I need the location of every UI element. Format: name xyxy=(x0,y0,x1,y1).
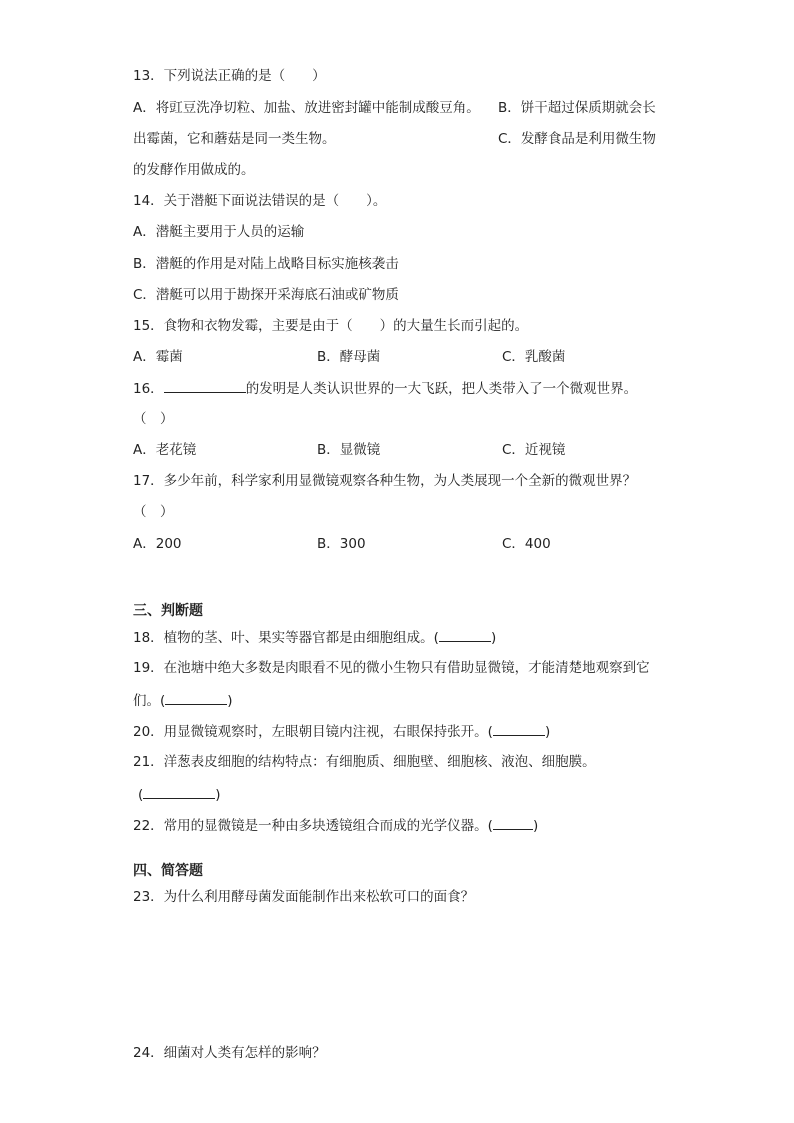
question-16-option-a: A．老花镜 xyxy=(133,442,197,458)
question-23-stem: 23．为什么利用酵母菌发面能制作出来松软可口的面食？ xyxy=(133,889,475,905)
question-16-paren: （ ） xyxy=(133,411,174,427)
question-14-option-a: A．潜艇主要用于人员的运输 xyxy=(133,224,305,240)
question-16-option-c: C．近视镜 xyxy=(502,442,566,458)
question-13-option-a: A．将豇豆洗净切粒、加盐、放进密封罐中能制成酸豆角。 xyxy=(133,100,480,116)
question-18 xyxy=(133,628,496,647)
answer-blank[interactable] xyxy=(164,379,246,393)
question-15-option-b: B．酵母菌 xyxy=(317,349,381,365)
question-24-stem: 24．细菌对人类有怎样的影响？ xyxy=(133,1045,326,1061)
question-17-option-a: A．200 xyxy=(133,536,182,552)
section-3-heading: 三、判断题 xyxy=(133,603,203,619)
question-20-text: 20．用显微镜观察时，左眼朝目镜内注视，右眼保持张开。( xyxy=(133,724,493,740)
question-13-option-b: B．饼干超过保质期就会长 xyxy=(498,100,656,116)
question-21-stem: 21．洋葱表皮细胞的结构特点：有细胞质、细胞壁、细胞核、液泡、细胞膜。 xyxy=(133,754,596,770)
question-14-option-b: B．潜艇的作用是对陆上战略目标实施核袭击 xyxy=(133,256,399,272)
question-21-answer xyxy=(138,785,221,804)
question-15-stem: 15．食物和衣物发霉，主要是由于（ ）的大量生长而引起的。 xyxy=(133,318,529,334)
question-22 xyxy=(133,816,538,835)
answer-blank[interactable] xyxy=(165,691,227,705)
question-13-option-c: C．发酵食品是利用微生物 xyxy=(498,131,656,147)
question-13-option-b-cont: 出霉菌，它和蘑菇是同一类生物。 xyxy=(133,131,336,147)
answer-blank[interactable] xyxy=(143,785,215,799)
question-19-stem: 19．在池塘中绝大多数是肉眼看不见的微小生物只有借助显微镜，才能清楚地观察到它 xyxy=(133,660,650,676)
question-19-text: 们。( xyxy=(133,693,166,709)
answer-blank[interactable] xyxy=(439,628,491,642)
question-16-option-b: B．显微镜 xyxy=(317,442,381,458)
question-17-stem: 17．多少年前，科学家利用显微镜观察各种生物，为人类展现一个全新的微观世界？ xyxy=(133,473,637,489)
question-20-close: ) xyxy=(544,724,551,740)
section-4-heading: 四、简答题 xyxy=(133,863,203,879)
question-16-stem xyxy=(133,379,637,398)
question-13-stem: 13．下列说法正确的是（ ） xyxy=(133,68,326,84)
question-21-open: ( xyxy=(138,787,144,803)
answer-blank[interactable] xyxy=(493,722,545,736)
question-19-cont xyxy=(133,691,233,710)
question-13-option-c-cont: 的发酵作用做成的。 xyxy=(133,162,255,178)
question-22-close: ) xyxy=(532,818,539,834)
question-17-option-b: B．300 xyxy=(317,536,366,552)
question-15-option-c: C．乳酸菌 xyxy=(502,349,566,365)
question-17-option-c: C．400 xyxy=(502,536,551,552)
question-19-close: ) xyxy=(227,693,233,709)
question-17-paren: （ ） xyxy=(133,504,174,520)
question-18-text: 18．植物的茎、叶、果实等器官都是由细胞组成。( xyxy=(133,630,439,646)
question-21-close: ) xyxy=(215,787,221,803)
question-16-number: 16． xyxy=(133,381,164,397)
question-20 xyxy=(133,722,550,741)
answer-blank[interactable] xyxy=(493,816,533,830)
question-16-text: 的发明是人类认识世界的一大飞跃，把人类带入了一个微观世界。 xyxy=(245,381,638,397)
question-22-text: 22．常用的显微镜是一种由多块透镜组合而成的光学仪器。( xyxy=(133,818,493,834)
question-14-stem: 14．关于潜艇下面说法错误的是（ ）。 xyxy=(133,193,387,209)
question-18-close: ) xyxy=(490,630,497,646)
question-15-option-a: A．霉菌 xyxy=(133,349,183,365)
question-14-option-c: C．潜艇可以用于勘探开采海底石油或矿物质 xyxy=(133,287,399,303)
